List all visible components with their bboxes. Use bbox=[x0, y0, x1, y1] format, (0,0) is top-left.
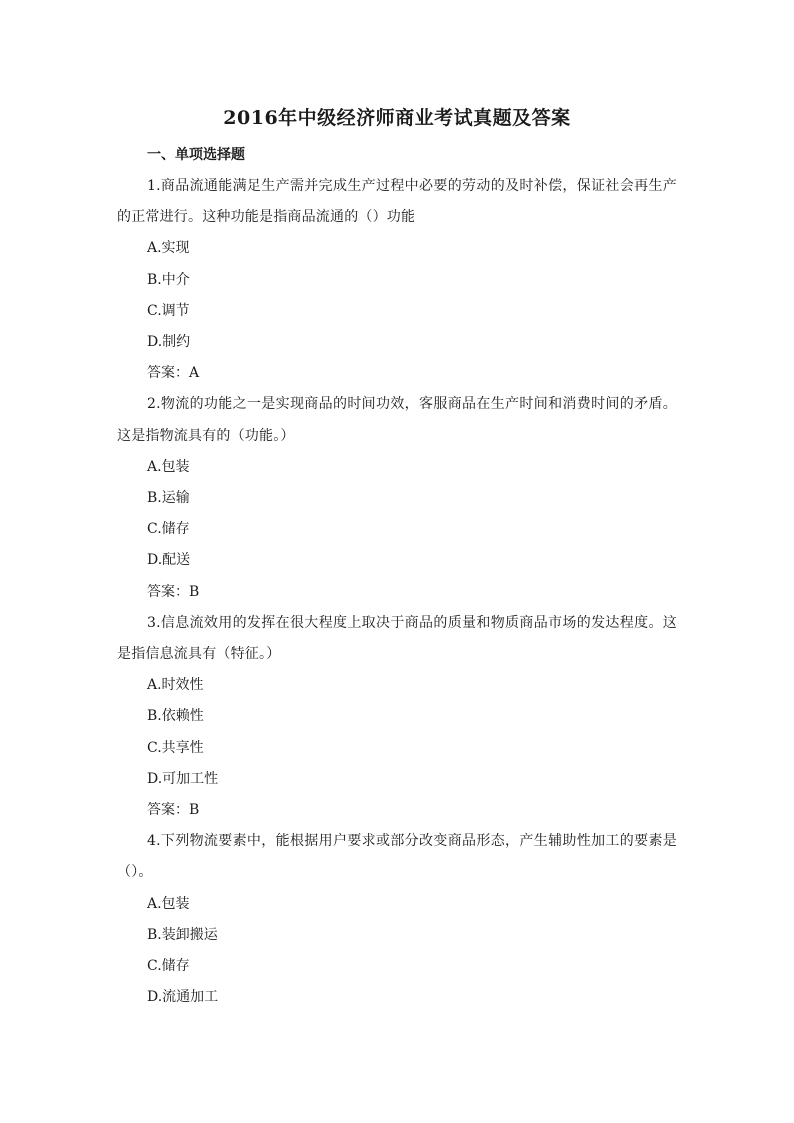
option-c: C.共享性 bbox=[147, 739, 204, 756]
option-d: D.流通加工 bbox=[147, 989, 219, 1006]
document-title: 2016年中级经济师商业考试真题及答案 bbox=[223, 107, 571, 129]
option-a: A.实现 bbox=[147, 240, 190, 257]
option-b: B.装卸搬运 bbox=[147, 926, 218, 943]
question-list bbox=[117, 171, 677, 1013]
question-1 bbox=[117, 171, 677, 389]
question-stem: 4.下列物流要素中，能根据用户要求或部分改变商品形态，产生辅助性加工的要素是（）。 bbox=[117, 833, 677, 881]
option-b: B.依赖性 bbox=[147, 708, 204, 725]
option-c: C.储存 bbox=[147, 958, 190, 975]
option-d: D.可加工性 bbox=[147, 770, 219, 787]
question-3 bbox=[117, 608, 677, 826]
option-c: C.储存 bbox=[147, 521, 190, 538]
option-b: B.中介 bbox=[147, 271, 190, 288]
question-4 bbox=[117, 826, 677, 1013]
question-stem: 2.物流的功能之一是实现商品的时间功效，客服商品在生产时间和消费时间的矛盾。这是指物流具有的（功能。） bbox=[117, 396, 677, 444]
answer-line: 答案：B bbox=[147, 583, 200, 600]
answer-line: 答案：A bbox=[147, 365, 200, 382]
section-heading: 一、单项选择题 bbox=[147, 147, 245, 163]
question-stem: 3.信息流效用的发挥在很大程度上取决于商品的质量和物质商品市场的发达程度。这是指信息流具有（特征。） bbox=[117, 614, 677, 663]
option-d: D.制约 bbox=[147, 334, 191, 351]
option-a: A.包装 bbox=[147, 895, 190, 912]
option-a: A.包装 bbox=[147, 458, 190, 475]
option-a: A.时效性 bbox=[147, 677, 204, 694]
question-2 bbox=[117, 389, 677, 607]
option-c: C.调节 bbox=[147, 302, 190, 319]
question-stem: 1.商品流通能满足生产需并完成生产过程中必要的劳动的及时补偿，保证社会再生产的正常进行。这种功能是指商品流通的（）功能 bbox=[117, 178, 677, 226]
option-d: D.配送 bbox=[147, 552, 191, 569]
answer-line: 答案：B bbox=[147, 802, 200, 819]
option-b: B.运输 bbox=[147, 490, 190, 507]
